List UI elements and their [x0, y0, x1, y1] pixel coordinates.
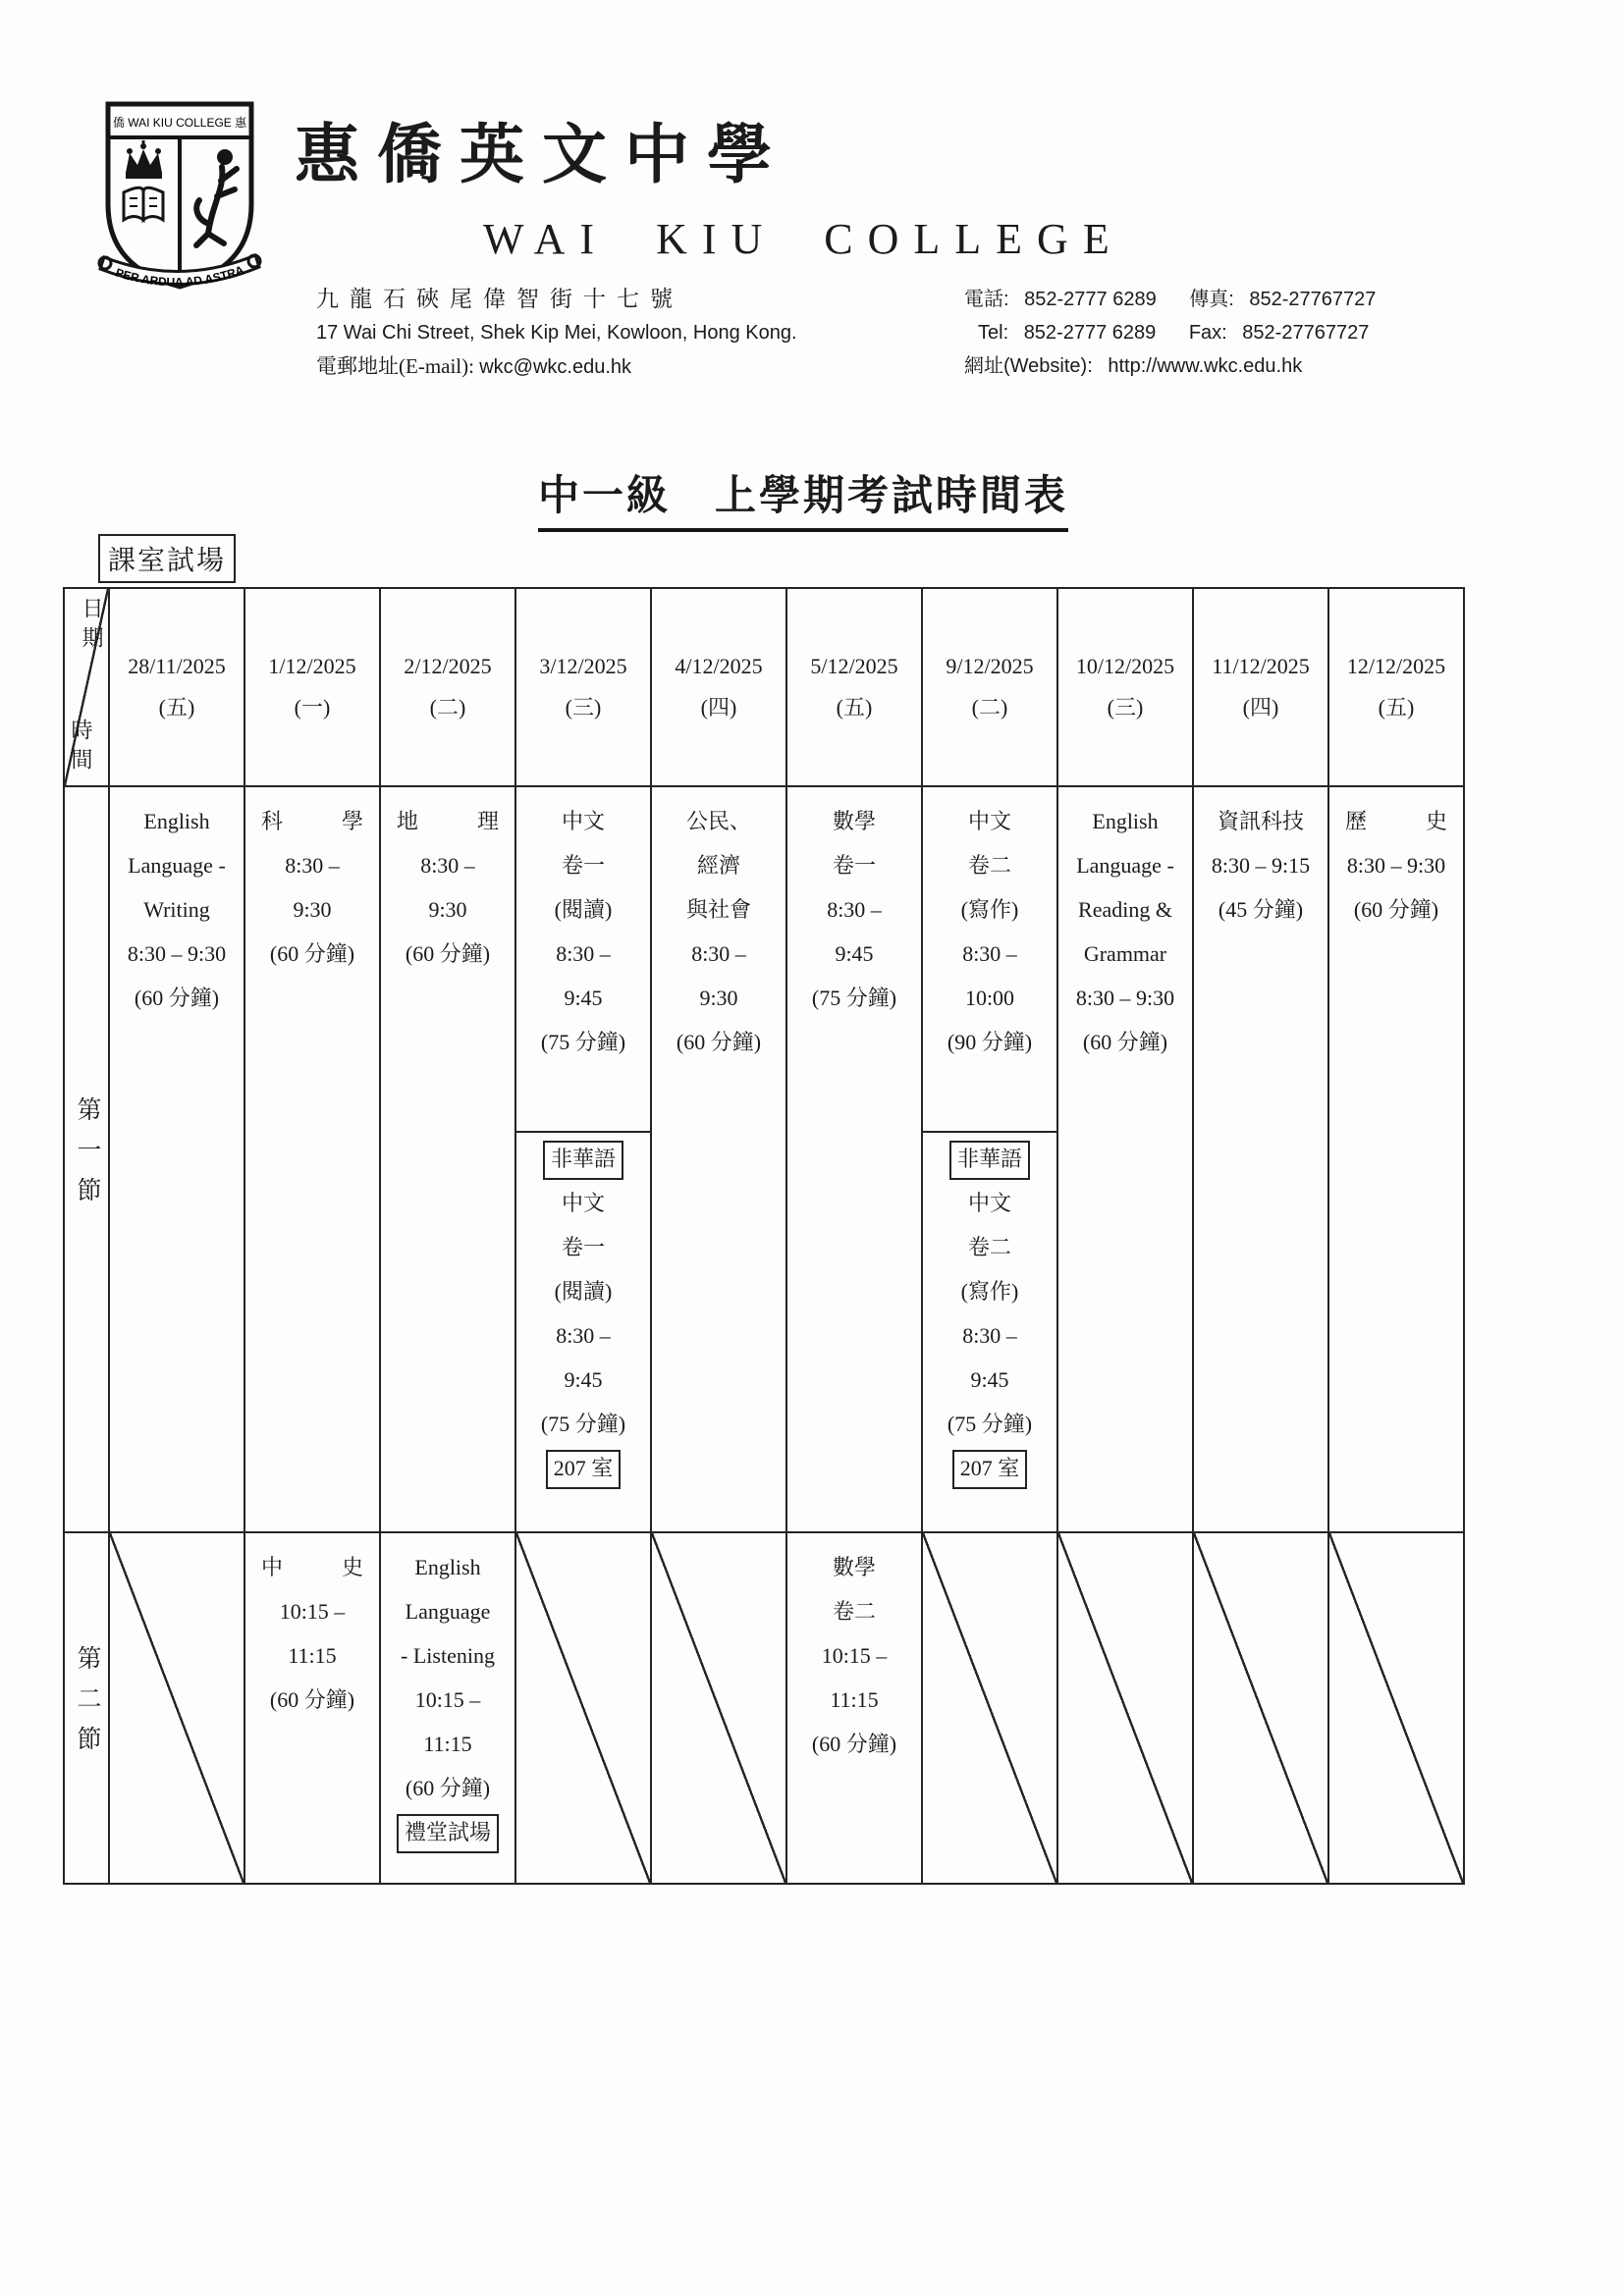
boxed-note: 207 室 — [923, 1446, 1056, 1490]
phone-block — [964, 283, 1376, 383]
cell-line: 9:45 — [835, 941, 874, 966]
session-label: 第一節 — [64, 786, 109, 1532]
exam-cell — [244, 786, 380, 1532]
cell-line: 8:30 – 9:30 — [1346, 853, 1446, 878]
cell-line: (75 分鐘) — [811, 986, 897, 1010]
cell-line: (60 分鐘) — [269, 941, 355, 966]
empty-diagonal-cell — [1328, 1532, 1464, 1884]
cell-line: (60 分鐘) — [1082, 1030, 1168, 1054]
cell-line: (寫作) — [960, 1279, 1019, 1304]
cell-line: English — [1092, 809, 1159, 833]
cell-line: (60 分鐘) — [134, 986, 220, 1010]
cell-line: - Listening — [401, 1643, 495, 1668]
exam-date: 4/12/2025 — [675, 654, 763, 678]
exam-weekday: (三) — [1107, 695, 1144, 720]
spacer — [923, 1064, 1056, 1127]
cell-line: 數學 — [832, 809, 876, 833]
cell-line: (60 分鐘) — [269, 1687, 355, 1712]
date-header — [1328, 588, 1464, 786]
cell-line: English — [143, 809, 210, 833]
exam-date: 10/12/2025 — [1075, 654, 1175, 678]
cell-line: (閱讀) — [554, 897, 613, 922]
cell-line: 與社會 — [685, 897, 751, 922]
cell-line: (寫作) — [960, 897, 1019, 922]
cell-line: 11:15 — [288, 1643, 337, 1668]
cell-line: 8:30 – 9:30 — [127, 941, 227, 966]
cell-line: 8:30 – — [285, 853, 340, 878]
subject-name: 中 史 — [261, 1555, 363, 1579]
cell-line: 卷一 — [561, 1235, 605, 1259]
empty-diagonal-cell — [109, 1532, 244, 1884]
cell-line: (60 分鐘) — [405, 1776, 491, 1800]
date-header — [922, 588, 1057, 786]
crest-motto-text: PER ARDUA AD ASTRA — [114, 262, 246, 290]
exam-date: 12/12/2025 — [1346, 654, 1446, 678]
phone-number: 852-2777 6289 — [1024, 289, 1157, 310]
cell-line: 中文 — [967, 1191, 1011, 1215]
cell-line: 8:30 – 9:30 — [1075, 986, 1175, 1010]
exam-weekday: (五) — [836, 695, 873, 720]
date-header — [651, 588, 786, 786]
empty-diagonal-cell — [1057, 1532, 1193, 1884]
corner-date-label: 日期 — [80, 597, 104, 656]
cell-line: 卷二 — [967, 1235, 1011, 1259]
subject-name: 歷 史 — [1345, 809, 1447, 833]
cell-line: 10:15 – — [279, 1599, 346, 1624]
boxed-note: 禮堂試場 — [381, 1810, 514, 1854]
exam-weekday: (五) — [158, 695, 195, 720]
cell-line: (60 分鐘) — [405, 941, 491, 966]
cell-line: (75 分鐘) — [947, 1412, 1033, 1436]
spacer — [516, 1064, 650, 1127]
cell-line: 9:45 — [970, 1367, 1009, 1392]
address-chinese: 九龍石硤尾偉智街十七號 — [316, 287, 683, 311]
cell-line: 公民、 — [685, 809, 751, 833]
cell-line: 9:45 — [564, 1367, 603, 1392]
cell-line: 11:15 — [423, 1732, 472, 1756]
exam-weekday: (一) — [294, 695, 331, 720]
phone-label-zh: 電話: — [964, 289, 1009, 310]
cell-line: 8:30 – — [691, 941, 746, 966]
exam-weekday: (二) — [429, 695, 466, 720]
cell-line: English — [414, 1555, 481, 1579]
date-header — [515, 588, 651, 786]
exam-weekday: (四) — [1242, 695, 1279, 720]
tel-label-en: Tel: — [978, 322, 1009, 344]
exam-weekday: (五) — [1378, 695, 1415, 720]
exam-date: 11/12/2025 — [1212, 654, 1310, 678]
fax-number: 852-27767727 — [1249, 289, 1377, 310]
crest-banner-text: 僑 WAI KIU COLLEGE 惠 — [112, 116, 247, 130]
exam-timetable — [63, 587, 1465, 1885]
fax-label-en: Fax: — [1188, 322, 1227, 344]
exam-date: 3/12/2025 — [539, 654, 627, 678]
open-book-icon — [124, 187, 163, 220]
exam-cell — [380, 1532, 515, 1884]
exam-cell — [786, 1532, 922, 1884]
exam-weekday: (二) — [971, 695, 1008, 720]
cell-line: 中文 — [967, 809, 1011, 833]
cell-line: Language - — [128, 853, 226, 878]
exam-weekday: (四) — [700, 695, 737, 720]
exam-cell — [786, 786, 922, 1532]
email-value: wkc@wkc.edu.hk — [479, 356, 632, 378]
exam-cell — [651, 786, 786, 1532]
empty-diagonal-cell — [651, 1532, 786, 1884]
cell-line: Reading & — [1078, 897, 1172, 922]
cell-line: 8:30 – — [827, 897, 882, 922]
cell-line: 10:15 – — [414, 1687, 481, 1712]
date-header — [1193, 588, 1328, 786]
boxed-note: 非華語 — [923, 1137, 1056, 1181]
exam-cell — [244, 1532, 380, 1884]
date-header — [109, 588, 244, 786]
cell-line: Grammar — [1083, 941, 1167, 966]
website-value: http://www.wkc.edu.hk — [1108, 355, 1303, 377]
subject-name: 科 學 — [261, 809, 363, 833]
exam-weekday: (三) — [565, 695, 602, 720]
corner-time-label: 時間 — [69, 719, 93, 777]
boxed-note: 207 室 — [516, 1446, 650, 1490]
fax-number-en: 852-27767727 — [1242, 322, 1370, 344]
cell-line: (75 分鐘) — [540, 1412, 626, 1436]
website-line — [964, 349, 1376, 383]
exam-date: 9/12/2025 — [946, 654, 1034, 678]
date-header — [380, 588, 515, 786]
cell-line: 8:30 – — [962, 1323, 1017, 1348]
session-2-row — [64, 1532, 1464, 1884]
school-name-chinese: 惠僑英文中學 — [295, 120, 789, 191]
cell-line: 中文 — [561, 809, 605, 833]
cell-line: 8:30 – — [556, 1323, 611, 1348]
cell-line: (60 分鐘) — [676, 1030, 762, 1054]
cell-line: 8:30 – 9:15 — [1211, 853, 1311, 878]
school-name-english: WAI KIU COLLEGE — [483, 215, 1124, 263]
empty-diagonal-cell — [922, 1532, 1057, 1884]
page-title: 中一級 上學期考試時間表 — [538, 463, 1068, 532]
cell-line: (60 分鐘) — [1353, 897, 1439, 922]
crown-icon — [126, 140, 162, 179]
exam-cell — [922, 786, 1057, 1532]
cell-line: 9:30 — [428, 897, 467, 922]
session-1-row — [64, 786, 1464, 1532]
exam-date: 1/12/2025 — [268, 654, 356, 678]
cell-line: 9:30 — [293, 897, 332, 922]
fax-label-zh: 傳真: — [1189, 289, 1234, 310]
cell-line: 8:30 – — [556, 941, 611, 966]
cell-line: 8:30 – — [962, 941, 1017, 966]
cell-line: 10:00 — [964, 986, 1015, 1010]
exam-cell — [1328, 786, 1464, 1532]
exam-cell — [380, 786, 515, 1532]
date-header — [1057, 588, 1193, 786]
cell-line: 數學 — [832, 1555, 876, 1579]
cell-line: 9:30 — [699, 986, 738, 1010]
school-crest — [96, 94, 263, 302]
cell-line: (45 分鐘) — [1218, 897, 1304, 922]
corner-cell — [64, 588, 109, 786]
cell-line: 經濟 — [696, 853, 740, 878]
cell-line: (60 分鐘) — [811, 1732, 897, 1756]
cell-line: 卷二 — [832, 1599, 876, 1624]
boxed-note: 非華語 — [516, 1137, 650, 1181]
exam-cell — [109, 786, 244, 1532]
tel-number: 852-2777 6289 — [1023, 322, 1157, 344]
date-header-row — [64, 588, 1464, 786]
phone-line-english — [964, 316, 1376, 349]
website-label: 網址(Website): — [964, 355, 1093, 377]
cell-line: 卷一 — [561, 853, 605, 878]
empty-diagonal-cell — [1193, 1532, 1328, 1884]
lion-icon — [196, 149, 237, 245]
exam-cell — [515, 786, 651, 1532]
cell-line: 8:30 – — [420, 853, 475, 878]
exam-date: 5/12/2025 — [810, 654, 898, 678]
cell-line: 中文 — [561, 1191, 605, 1215]
venue-note: 課室試場 — [98, 534, 236, 583]
cell-line: 卷二 — [967, 853, 1011, 878]
exam-date: 28/11/2025 — [128, 654, 226, 678]
empty-diagonal-cell — [515, 1532, 651, 1884]
subject-name: 地 理 — [397, 809, 499, 833]
email-label: 電郵地址(E-mail): — [316, 354, 474, 378]
date-header — [244, 588, 380, 786]
exam-date: 2/12/2025 — [404, 654, 492, 678]
exam-cell — [1057, 786, 1193, 1532]
cell-line: 卷一 — [832, 853, 876, 878]
date-header — [786, 588, 922, 786]
cell-line: Language - — [1076, 853, 1174, 878]
cell-line: Writing — [143, 897, 210, 922]
cell-line: Language — [405, 1599, 491, 1624]
address-block — [316, 283, 797, 384]
cell-line: (閱讀) — [554, 1279, 613, 1304]
cell-line: 10:15 – — [821, 1643, 888, 1668]
phone-line-chinese — [964, 283, 1376, 316]
cell-line: 11:15 — [830, 1687, 879, 1712]
cell-line: (90 分鐘) — [947, 1030, 1033, 1054]
session-label: 第二節 — [64, 1532, 109, 1884]
address-english: 17 Wai Chi Street, Shek Kip Mei, Kowloon, Hong Kong. — [316, 322, 797, 344]
exam-cell — [1193, 786, 1328, 1532]
cell-line: (75 分鐘) — [540, 1030, 626, 1054]
cell-line: 9:45 — [564, 986, 603, 1010]
email-line — [316, 349, 797, 384]
cell-line: 資訊科技 — [1217, 809, 1304, 833]
